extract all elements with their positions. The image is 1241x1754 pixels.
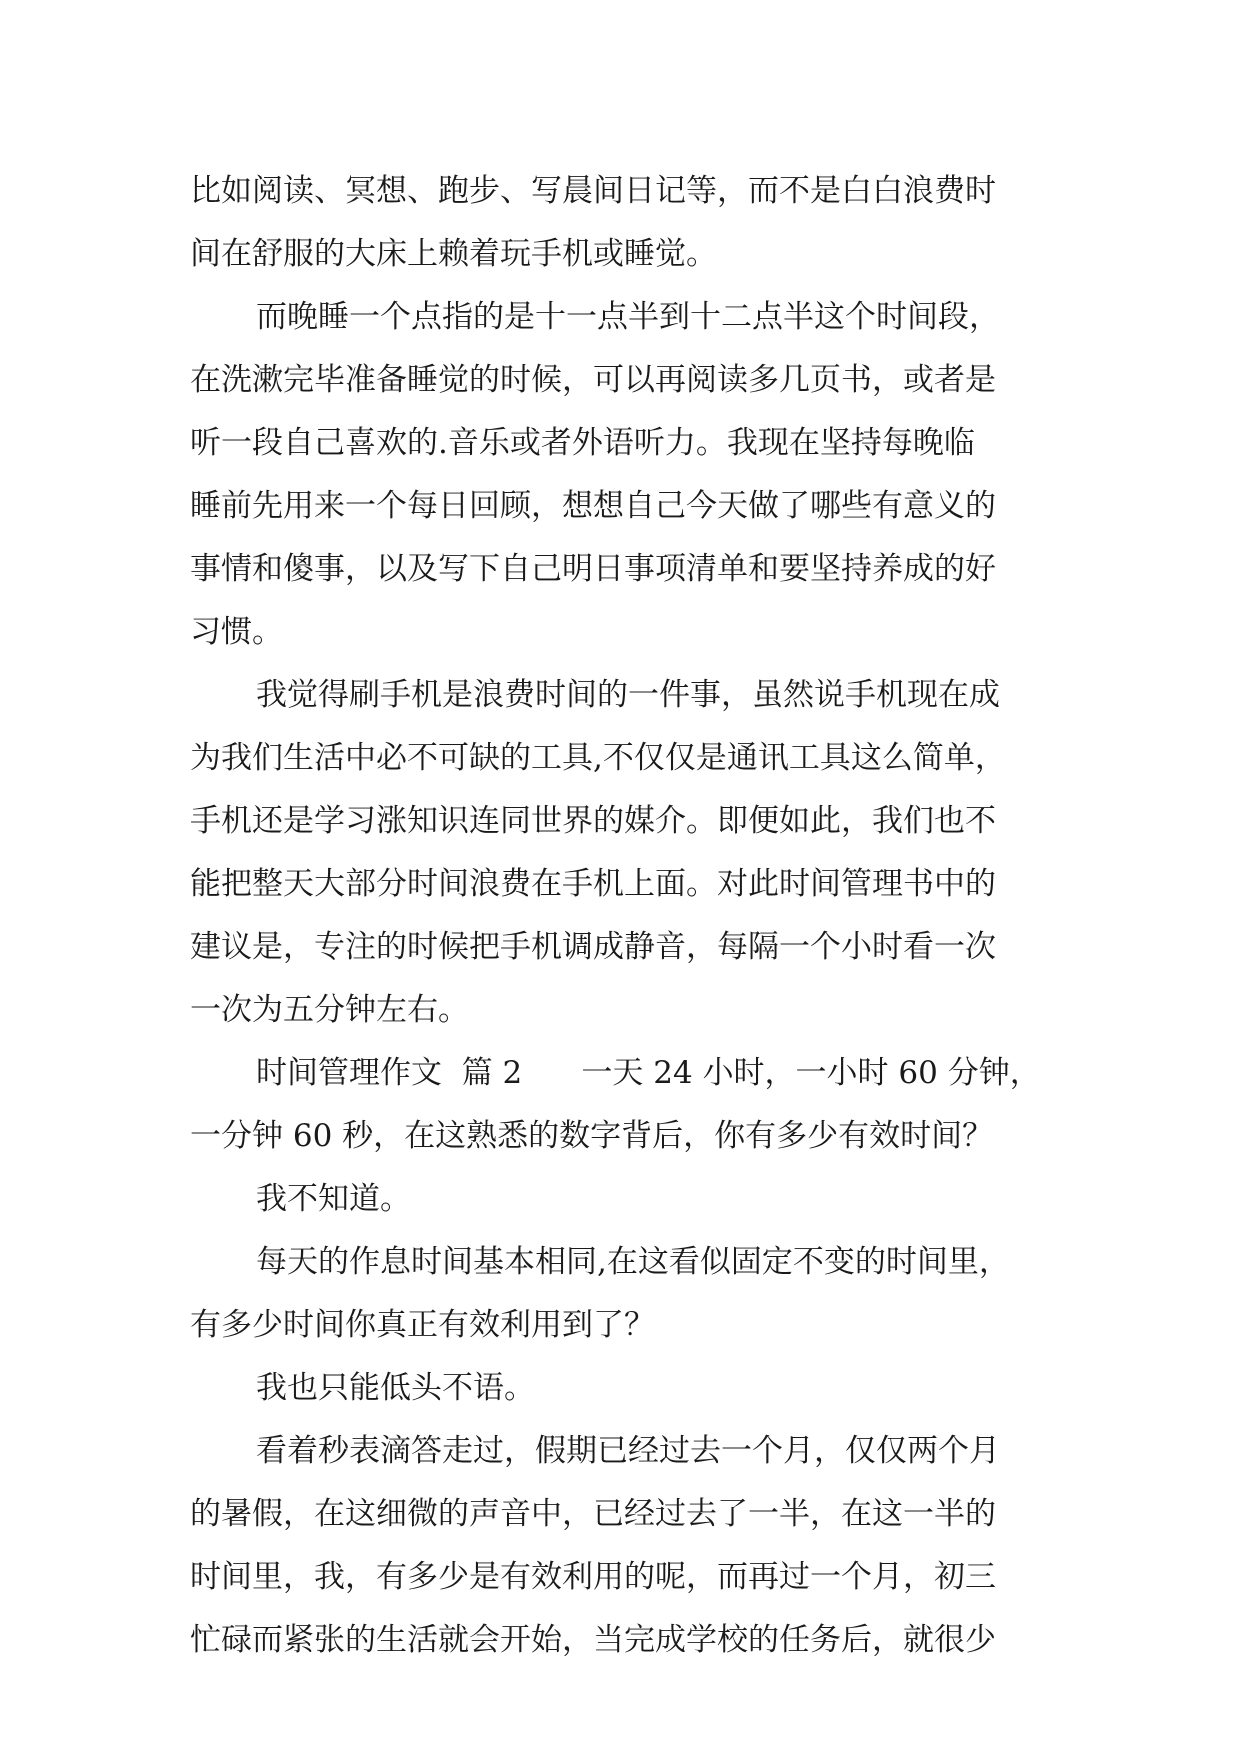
text-line: 一分钟 60 秒，在这熟悉的数字背后，你有多少有效时间？: [190, 1118, 994, 1154]
text-line: 我也只能低头不语。: [256, 1370, 535, 1406]
text-line: 的暑假，在这细微的声音中，已经过去了一半，在这一半的: [190, 1496, 996, 1532]
text-line: 而晚睡一个点指的是十一点半到十二点半这个时间段，: [256, 299, 1000, 335]
text-line: 有多少时间你真正有效利用到了？: [190, 1307, 655, 1343]
text-line: 习惯。: [190, 614, 283, 650]
text-line: 我不知道。: [256, 1181, 411, 1217]
text-line: 时间管理作文 篇 2 一天 24 小时，一小时 60 分钟，: [256, 1055, 1041, 1091]
text-line: 间在舒服的大床上赖着玩手机或睡觉。: [190, 236, 717, 272]
text-line: 听一段自己喜欢的.音乐或者外语听力。我现在坚持每晚临: [190, 425, 975, 461]
text-line: 在洗漱完毕准备睡觉的时候，可以再阅读多几页书，或者是: [190, 362, 996, 398]
text-line: 比如阅读、冥想、跑步、写晨间日记等，而不是白白浪费时: [190, 173, 996, 209]
text-line: 每天的作息时间基本相同,在这看似固定不变的时间里，: [256, 1244, 1010, 1280]
text-line: 睡前先用来一个每日回顾，想想自己今天做了哪些有意义的: [190, 488, 996, 524]
text-line: 事情和傻事，以及写下自己明日事项清单和要坚持养成的好: [190, 551, 996, 587]
text-line: 能把整天大部分时间浪费在手机上面。对此时间管理书中的: [190, 866, 996, 902]
text-line: 一次为五分钟左右。: [190, 992, 469, 1028]
text-line: 建议是，专注的时候把手机调成静音，每隔一个小时看一次: [190, 929, 996, 965]
body-text: [190, 160, 1070, 1672]
text-line: 看着秒表滴答走过，假期已经过去一个月，仅仅两个月: [256, 1433, 1000, 1469]
text-line: 手机还是学习涨知识连同世界的媒介。即便如此，我们也不: [190, 803, 996, 839]
text-line: 为我们生活中必不可缺的工具,不仅仅是通讯工具这么简单，: [190, 740, 1006, 776]
text-line: 我觉得刷手机是浪费时间的一件事，虽然说手机现在成: [256, 677, 1000, 713]
text-line: 忙碌而紧张的生活就会开始，当完成学校的任务后，就很少: [190, 1622, 996, 1658]
text-line: 时间里，我，有多少是有效利用的呢，而再过一个月，初三: [190, 1559, 996, 1595]
